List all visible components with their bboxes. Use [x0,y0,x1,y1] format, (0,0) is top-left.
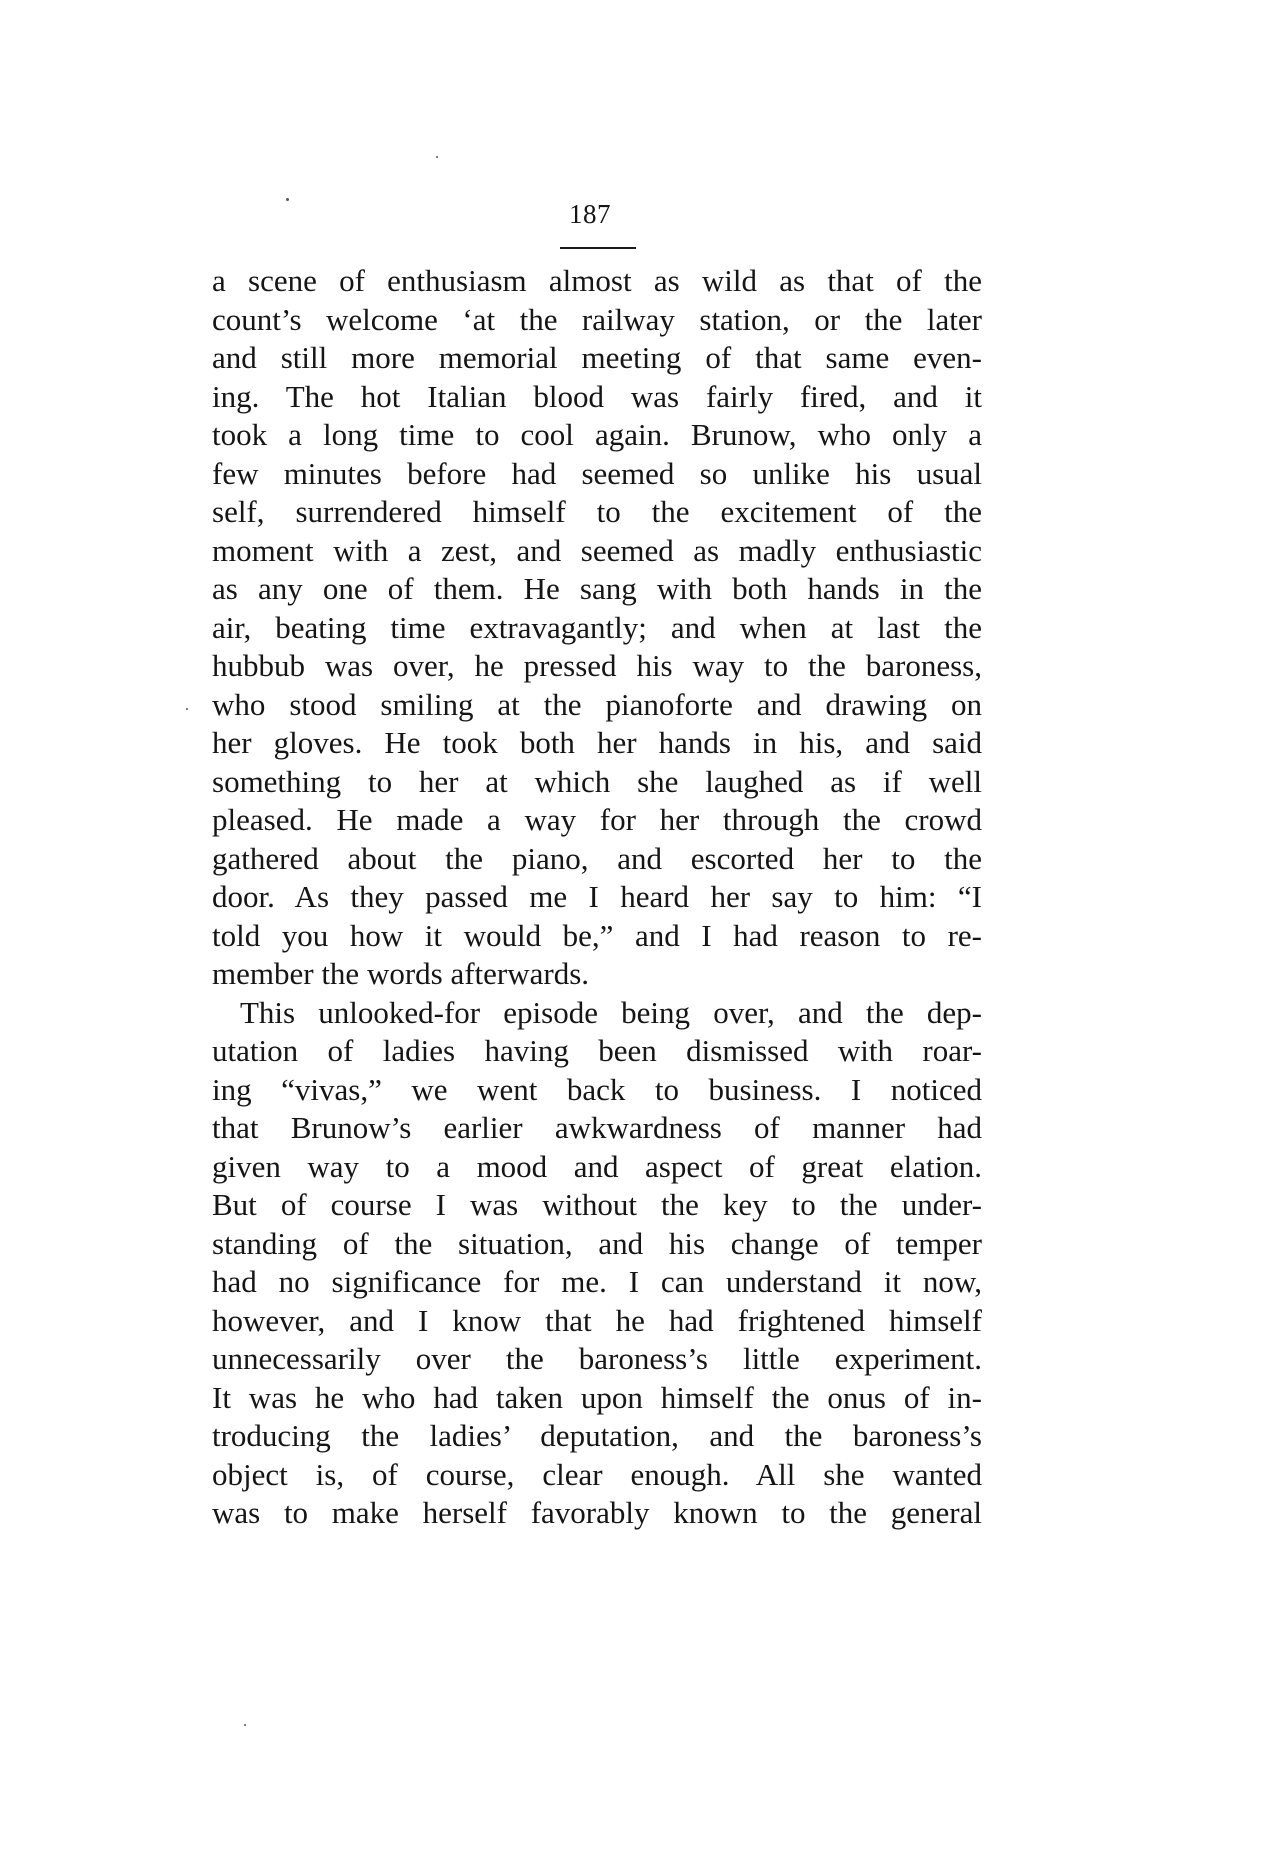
text-line: given way to a mood and aspect of great elation. [212,1148,982,1184]
text-line: troducing the ladies’ deputation, and the baroness’s [212,1418,982,1453]
text-line: had no significance for me. I can understand it now, [212,1264,982,1299]
page-number: 187 [569,199,611,229]
text-line: air, beating time extravagantly; and when at last the [212,609,982,645]
text-line: unnecessarily over the baroness’s little experiment. [212,1341,982,1376]
text-line: standing of the situation, and his change of temper [212,1225,982,1261]
text-line: her gloves. He took both her hands in his, and said [212,725,982,760]
header-rule [560,247,636,249]
scan-speck [286,198,289,201]
text-line: But of course I was without the key to the under- [212,1187,982,1222]
text-line: utation of ladies having been dismissed with roar- [212,1033,982,1068]
scan-speck [186,708,188,710]
text-line: moment with a zest, and seemed as madly enthusiastic [212,532,982,568]
text-line: This unlooked-for episode being over, and the dep- [240,994,982,1030]
scan-speck [244,1724,246,1726]
text-line: door. As they passed me I heard her say to him: “I [212,879,982,914]
scan-speck [436,156,438,158]
body-text [212,262,982,1533]
text-line: member the words afterwards. [212,956,590,991]
text-line: count’s welcome ‘at the railway station, or the later [212,301,982,337]
text-line: who stood smiling at the pianoforte and drawing on [212,686,982,722]
text-line: something to her at which she laughed as if well [212,763,982,799]
text-line: self, surrendered himself to the excitement of the [212,494,982,529]
text-line: object is, of course, clear enough. All she wanted [212,1456,982,1492]
text-line: ing. The hot Italian blood was fairly fired, and it [212,378,982,414]
text-line: took a long time to cool again. Brunow, who only a [212,417,982,452]
text-line: gathered about the piano, and escorted her to the [212,840,982,876]
text-line: hubbub was over, he pressed his way to the baroness, [212,648,982,683]
text-line: was to make herself favorably known to the general [212,1495,982,1530]
text-line: a scene of enthusiasm almost as wild as that of the [212,263,982,298]
text-line: as any one of them. He sang with both hands in the [212,571,982,606]
text-line: pleased. He made a way for her through the crowd [212,802,982,837]
text-line: It was he who had taken upon himself the onus of in- [212,1379,982,1415]
text-line: told you how it would be,” and I had reason to re- [212,917,982,953]
text-line: however, and I know that he had frightened himself [212,1302,982,1338]
text-line: that Brunow’s earlier awkwardness of manner had [212,1110,982,1145]
text-line: few minutes before had seemed so unlike his usual [212,455,982,491]
text-line: ing “vivas,” we went back to business. I noticed [212,1071,982,1107]
text-line: and still more memorial meeting of that same even- [212,340,982,375]
